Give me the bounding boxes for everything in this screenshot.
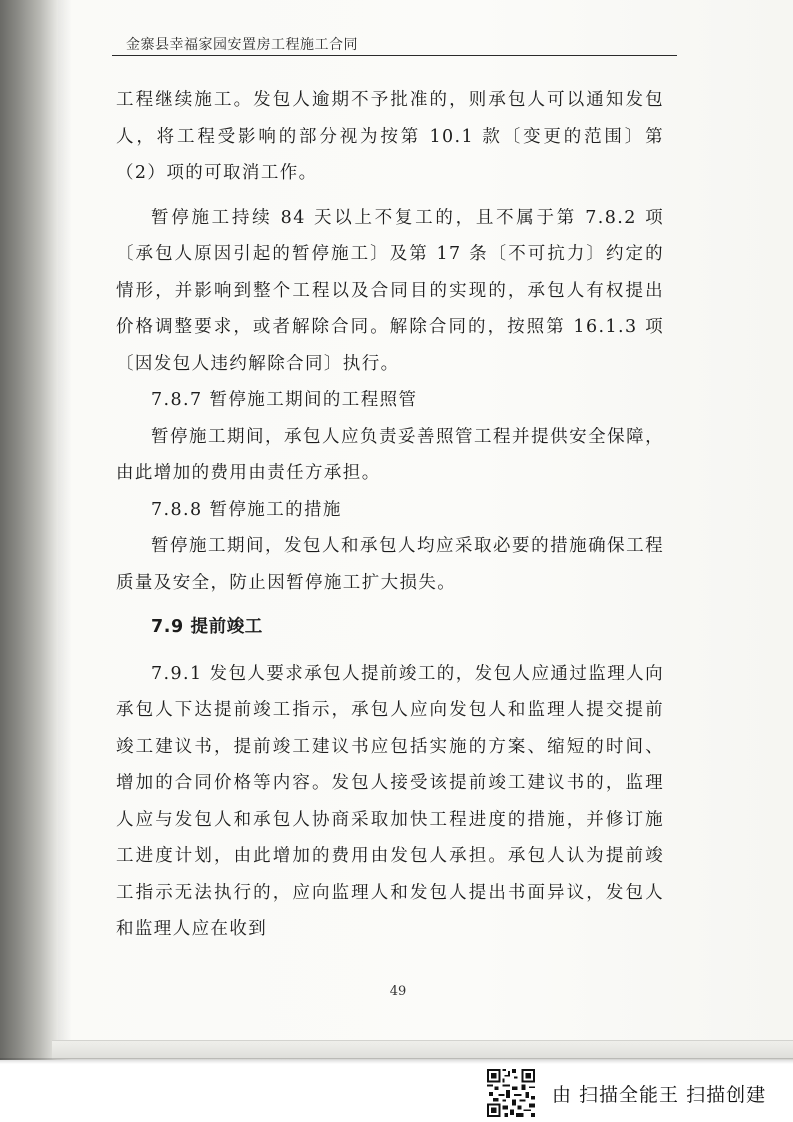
paragraph-7-8-7: 暂停施工期间，承包人应负责妥善照管工程并提供安全保障，由此增加的费用由责任方承担。 [116,426,664,483]
section-heading-7-8-8: 7.8.8 暂停施工的措施 [151,499,342,520]
paragraph-gap [116,192,664,200]
paragraph-7-9-1: 7.9.1 发包人要求承包人提前竣工的，发包人应通过监理人向承包人下达提前竣工指示，承包人应向发包人和监理人提交提前竣工建议书，提前竣工建议书应包括实施的方案、缩短的时间、增加的合同价格等内容。发包人接受该提前竣工建议书的，监理人应与发包人和承包人协商采取加快工程进度的措施，并修订施工进度计划，由此增加的费用由发包人承担。承包人认为提前竣工指示无法执行的，应向监理人和发包人提出书面异议，发包人和监理人应在收到 [116,663,664,939]
header-rule [112,55,677,56]
section-heading-7-8-7: 7.8.7 暂停施工期间的工程照管 [151,390,418,410]
page-number: 49 [389,984,407,999]
paragraph-7-8-8: 暂停施工期间，发包人和承包人均应采取必要的措施确保工程质量及安全，防止因暂停施工扩大损失。 [116,536,664,593]
qr-code-icon [487,1069,535,1117]
section-heading-7-9: 7.9 提前竣工 [151,617,263,637]
scanner-watermark-text: 由 扫描全能王 扫描创建 [552,1084,767,1106]
running-header-title: 金寨县幸福家园安置房工程施工合同 [126,37,358,53]
paragraph-suspension-84-days: 暂停施工持续 84 天以上不复工的，且不属于第 7.8.2 项〔承包人原因引起的暂停施工〕及第 17 条〔不可抗力〕约定的情形，并影响到整个工程以及合同目的实现的，承包人有权提出价格调整要求，或者解除合同。解除合同的，按照第 16.1.3 项〔因发包人违约解除合同〕执行。 [116,207,664,374]
paragraph-continuation: 工程继续施工。发包人逾期不予批准的，则承包人可以通知发包人，将工程受影响的部分视为按第 10.1 款〔变更的范围〕第（2）项的可取消工作。 [116,90,664,183]
page-bottom-edge [52,1040,793,1059]
document-body [116,82,664,948]
binding-shadow [58,0,72,1060]
page-binding [0,0,58,1060]
